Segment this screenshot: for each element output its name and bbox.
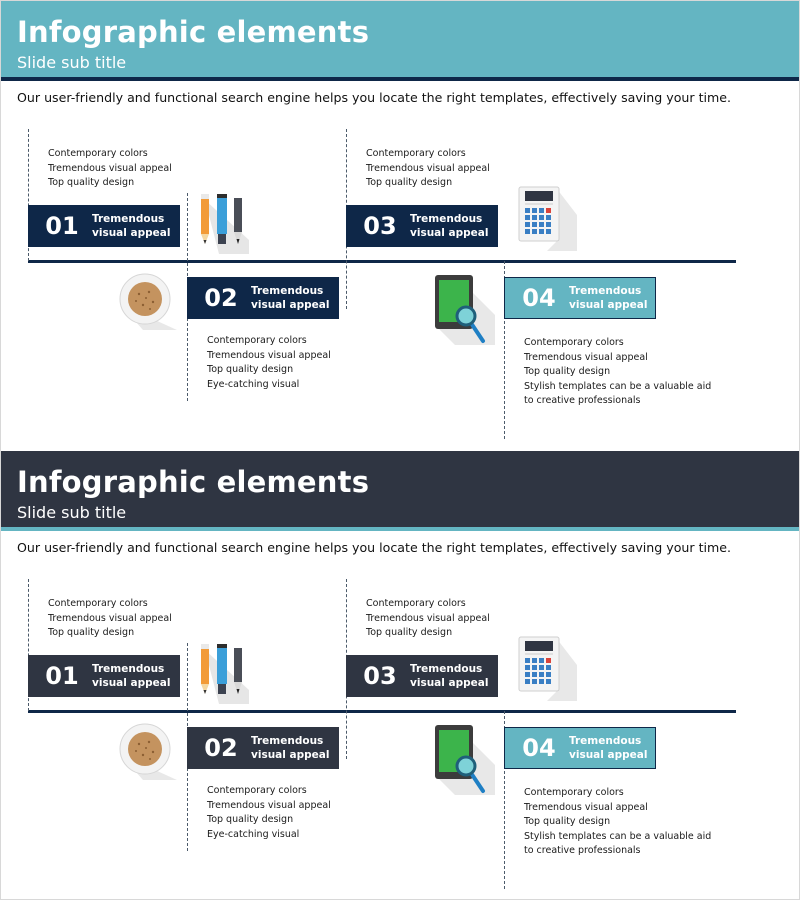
step-title: Tremendous visual appeal [569, 735, 648, 761]
coffee-cup-icon [119, 722, 177, 780]
list-item: Top quality design [207, 814, 294, 825]
list-item: Top quality design [48, 177, 135, 188]
timeline-line [28, 710, 736, 713]
list-item: Contemporary colors [366, 148, 466, 159]
coffee-cup-icon [119, 272, 177, 330]
list-item: Contemporary colors [48, 598, 148, 609]
list-item: Tremendous visual appeal [48, 162, 172, 174]
header-rule [1, 77, 800, 81]
list-item: Tremendous visual appeal [207, 799, 331, 811]
step-3-list [366, 147, 490, 191]
list-item: Top quality design [48, 627, 135, 638]
slide-header [1, 1, 800, 77]
list-item: Eye-catching visual [207, 378, 300, 390]
calculator-icon [517, 185, 577, 251]
list-item: to creative professionals [524, 845, 641, 856]
list-item: Top quality design [366, 627, 453, 638]
step-1-box [28, 655, 180, 697]
list-item: Contemporary colors [48, 148, 148, 159]
step-number: 04 [522, 734, 556, 762]
slide-header [1, 451, 800, 527]
list-item: Contemporary colors [207, 335, 307, 346]
list-item: Contemporary colors [366, 598, 466, 609]
step-2-box [187, 727, 339, 769]
step-number: 01 [45, 662, 79, 690]
step-1-list [48, 147, 172, 191]
step-title: Tremendous visual appeal [92, 663, 171, 689]
step-4-box [504, 727, 656, 769]
list-item: Tremendous visual appeal [366, 612, 490, 624]
tagline: Our user-friendly and functional search engine helps you locate the right templates, effectively saving your time. [17, 540, 732, 555]
slide-subtitle: Slide sub title [17, 503, 127, 522]
timeline-line [28, 260, 736, 263]
tablet-magnifier-icon [435, 275, 495, 345]
step-4-list [524, 786, 711, 859]
step-number: 03 [363, 662, 397, 690]
list-item: Top quality design [524, 816, 611, 827]
step-title: Tremendous visual appeal [92, 213, 171, 239]
step-title: Tremendous visual appeal [569, 285, 648, 311]
step-title: Tremendous visual appeal [410, 663, 489, 689]
list-item: Contemporary colors [524, 787, 624, 798]
tablet-magnifier-icon [435, 725, 495, 795]
list-item: Top quality design [366, 177, 453, 188]
step-number: 03 [363, 212, 397, 240]
pencils-icon [197, 192, 253, 254]
slide-title: Infographic elements [17, 465, 370, 499]
step-1-box [28, 205, 180, 247]
slide-title: Infographic elements [17, 15, 370, 49]
step-2-list [207, 334, 331, 392]
step-title: Tremendous visual appeal [251, 285, 330, 311]
list-item: Stylish templates can be a valuable aid [524, 830, 712, 842]
step-title: Tremendous visual appeal [410, 213, 489, 239]
list-item: Contemporary colors [524, 337, 624, 348]
step-number: 01 [45, 212, 79, 240]
list-item: Tremendous visual appeal [48, 612, 172, 624]
step-3-box [346, 205, 498, 247]
step-3-list [366, 597, 490, 641]
step-title: Tremendous visual appeal [251, 735, 330, 761]
step-number: 02 [204, 734, 238, 762]
step-2-box [187, 277, 339, 319]
step-1-list [48, 597, 172, 641]
step-4-list [524, 336, 711, 409]
list-item: to creative professionals [524, 395, 641, 406]
pencils-icon [197, 642, 253, 704]
step-3-box [346, 655, 498, 697]
tagline: Our user-friendly and functional search engine helps you locate the right templates, effectively saving your time. [17, 90, 732, 105]
list-item: Tremendous visual appeal [366, 162, 490, 174]
list-item: Tremendous visual appeal [207, 349, 331, 361]
step-4-box [504, 277, 656, 319]
calculator-icon [517, 635, 577, 701]
list-item: Stylish templates can be a valuable aid [524, 380, 712, 392]
list-item: Top quality design [207, 364, 294, 375]
header-rule [1, 527, 800, 531]
step-number: 04 [522, 284, 556, 312]
list-item: Tremendous visual appeal [524, 351, 648, 363]
step-2-list [207, 784, 331, 842]
step-number: 02 [204, 284, 238, 312]
list-item: Tremendous visual appeal [524, 801, 648, 813]
list-item: Top quality design [524, 366, 611, 377]
slide-2 [1, 451, 800, 900]
slide-1 [1, 1, 800, 451]
list-item: Contemporary colors [207, 785, 307, 796]
slide-subtitle: Slide sub title [17, 53, 127, 72]
list-item: Eye-catching visual [207, 828, 300, 840]
